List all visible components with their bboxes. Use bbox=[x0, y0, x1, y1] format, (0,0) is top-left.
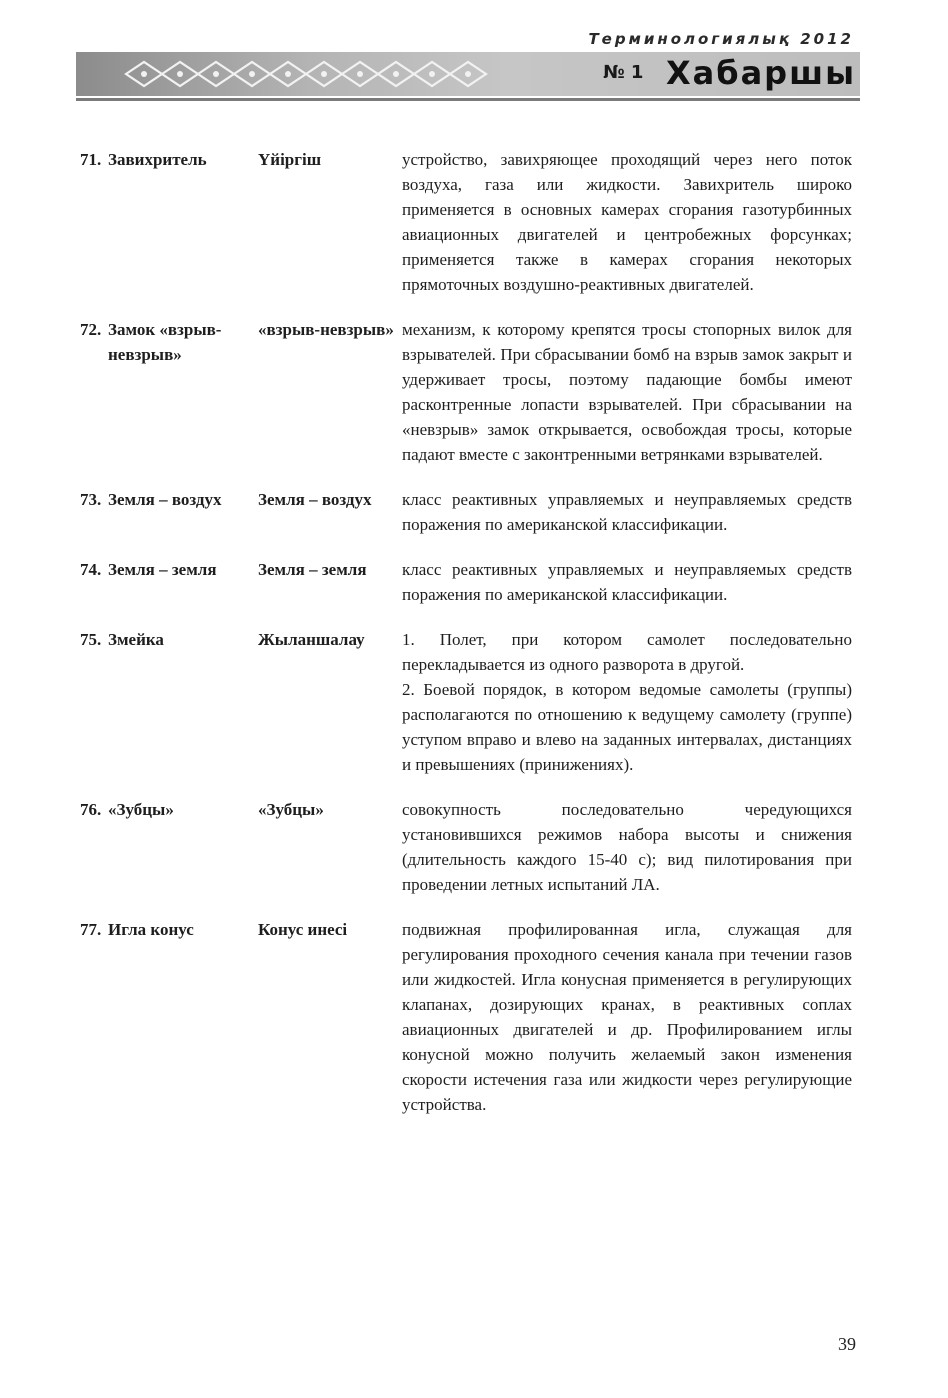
page-number: 39 bbox=[838, 1334, 856, 1354]
entry-number: 76. bbox=[80, 800, 102, 819]
term-cell bbox=[80, 147, 258, 172]
term-kazakh: «Зубцы» bbox=[258, 800, 324, 819]
definition bbox=[402, 627, 852, 777]
glossary-entry bbox=[80, 557, 852, 607]
term-kazakh: «взрыв-невзрыв» bbox=[258, 320, 394, 339]
header-rule bbox=[76, 98, 860, 101]
term-cell bbox=[80, 487, 258, 512]
entry-number: 72. bbox=[80, 320, 102, 339]
term-kazakh: Үйіргіш bbox=[258, 150, 322, 169]
definition-paragraph: устройство, завихряющее проходящий через него поток воздуха, газа или жидкости. Завихритель широко применяется в основных камерах сгорания газотурбинных авиационных двигателей и центробежных форсунках; применяется также в камерах сгорания некоторых прямоточных воздушно-реактивных двигателей. bbox=[402, 150, 852, 294]
glossary-entry bbox=[80, 627, 852, 777]
term-kazakh: Земля – воздух bbox=[258, 490, 372, 509]
term-cell bbox=[80, 557, 258, 582]
term-russian: Змейка bbox=[108, 630, 164, 649]
definition bbox=[402, 487, 852, 537]
term-russian: Замок «взрыв-невзрыв» bbox=[108, 320, 222, 364]
glossary-entry bbox=[80, 917, 852, 1117]
issue-number: № 1 bbox=[603, 62, 644, 83]
journal-name: Терминологиялық 2012 bbox=[588, 30, 854, 48]
term-cell bbox=[80, 917, 258, 942]
entry-number: 74. bbox=[80, 560, 102, 579]
entry-number: 73. bbox=[80, 490, 102, 509]
glossary-entry bbox=[80, 797, 852, 897]
glossary-entry bbox=[80, 147, 852, 297]
term-kazakh: Земля – земля bbox=[258, 560, 367, 579]
term-kazakh: Жыланшалау bbox=[258, 630, 365, 649]
glossary-entry bbox=[80, 487, 852, 537]
term-russian: «Зубцы» bbox=[108, 800, 174, 819]
definition-paragraph: класс реактивных управляемых и неуправляемых средств поражения по американской классификации. bbox=[402, 490, 852, 534]
glossary-entries bbox=[80, 147, 852, 1137]
definition-paragraph: подвижная профилированная игла, служащая для регулирования проходного сечения канала при течении газов или жидкостей. Игла конусная применяется в регулирующих клапанах, дозирующих кранах, в реактивных соплах авиационных двигателей и др. Профилированием иглы конусной можно получить желаемый закон изменения скорости истечения газа или жидкости через регулирующие устройства. bbox=[402, 920, 852, 1114]
header-ornament bbox=[122, 58, 492, 90]
entry-number: 71. bbox=[80, 150, 102, 169]
journal-title: Хабаршы bbox=[665, 54, 856, 92]
term-cell bbox=[80, 627, 258, 652]
definition bbox=[402, 917, 852, 1117]
entry-number: 77. bbox=[80, 920, 102, 939]
term-cell bbox=[80, 797, 258, 822]
definition bbox=[402, 557, 852, 607]
entry-number: 75. bbox=[80, 630, 102, 649]
term-russian: Завихритель bbox=[108, 150, 207, 169]
term-russian: Земля – земля bbox=[108, 560, 217, 579]
term-cell bbox=[80, 317, 258, 367]
definition-paragraph: механизм, к которому крепятся тросы стопорных вилок для взрывателей. При сбрасывании бомб на взрыв замок закрыт и удерживает тросы, поэтому падающие бомбы имеют расконтренные лопасти взрывателей. При сбрасывании на «невзрыв» замок открывается, освобождая тросы, которые падают вместе с законтренными ветрянками взрывателей. bbox=[402, 320, 852, 464]
definition bbox=[402, 317, 852, 467]
definition bbox=[402, 797, 852, 897]
term-russian: Игла конус bbox=[108, 920, 194, 939]
term-russian: Земля – воздух bbox=[108, 490, 222, 509]
definition-paragraph: совокупность последовательно чередующихся установившихся режимов набора высоты и снижения (длительность каждого 15-40 с); вид пилотирования при проведении летных испытаний ЛА. bbox=[402, 800, 852, 894]
definition bbox=[402, 147, 852, 297]
term-kazakh: Конус инесі bbox=[258, 920, 348, 939]
definition-paragraph: 1. Полет, при котором самолет последовательно перекладывается из одного разворота в другой. bbox=[402, 630, 852, 674]
glossary-entry bbox=[80, 317, 852, 467]
definition-paragraph: класс реактивных управляемых и неуправляемых средств поражения по американской классификации. bbox=[402, 560, 852, 604]
definition-paragraph: 2. Боевой порядок, в котором ведомые самолеты (группы) располагаются по отношению к ведущему самолету (группе) уступом вправо и влево на заданных интервалах, дистанциях и превышениях (принижениях). bbox=[402, 680, 852, 774]
